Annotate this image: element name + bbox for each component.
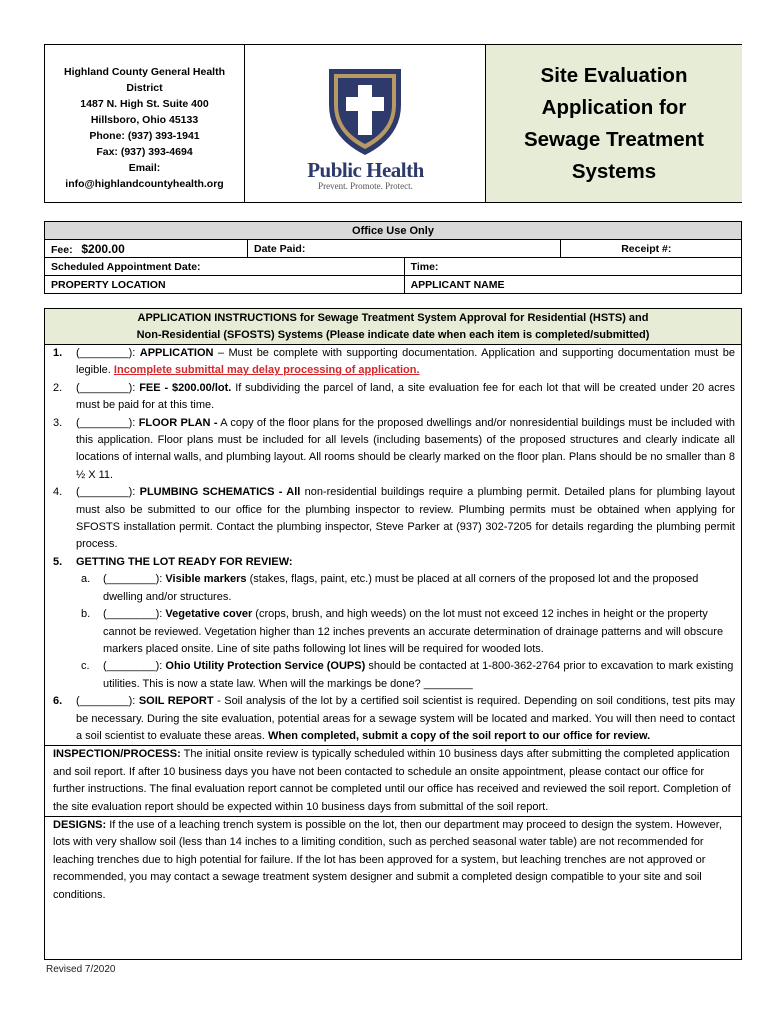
- instructions-section: [44, 308, 742, 960]
- section-title: INSPECTION/PROCESS:: [53, 748, 181, 761]
- title-line-3: Sewage Treatment: [523, 127, 704, 151]
- revision-date: Revised 7/2020: [46, 964, 116, 975]
- logo-tagline: Prevent. Promote. Protect.: [318, 181, 413, 191]
- sub-item-vegetative-cover: [45, 606, 741, 658]
- logo-wordmark: Public Health: [307, 158, 424, 182]
- designs-section: [45, 816, 741, 904]
- sub-item-letter: c.: [81, 660, 90, 673]
- date-blank[interactable]: (________):: [76, 416, 136, 429]
- fee-label: Fee:: [51, 243, 73, 256]
- item-title: FEE - $200.00/lot.: [139, 381, 232, 394]
- org-name-line-2: District: [126, 82, 163, 94]
- document-title: [509, 60, 719, 188]
- fee-cell[interactable]: [45, 240, 248, 258]
- item-title: SOIL REPORT: [138, 695, 214, 708]
- item-number: 4.: [53, 486, 63, 499]
- section-text: The initial onsite review is typically scheduled within 10 business days after submitting the completed application and soil report. If after 10 business days you have not been contacted to schedule an onsite appointment, please contact our office for further instructions. The final evaluation report cannot be completed until our office has received and reviewed the soil report. Completion of the site evaluation report should be expected within 10 business days from submittal of the soil report.: [53, 748, 731, 813]
- fee-value: $200.00: [81, 241, 125, 256]
- item-title: FLOOR PLAN -: [138, 416, 218, 429]
- date-blank[interactable]: (________):: [103, 660, 163, 673]
- item-number: 3.: [53, 416, 63, 429]
- date-blank[interactable]: (________):: [76, 347, 136, 359]
- title-line-4: Systems: [571, 159, 657, 183]
- item-text: If subdividing the parcel of land, a site evaluation fee for each lot that will be created under 20 acres must be paid for at this time.: [76, 381, 735, 412]
- sub-item-visible-markers: [45, 571, 741, 606]
- email-label: Email:: [128, 162, 161, 174]
- appointment-date-field[interactable]: Scheduled Appointment Date:: [45, 258, 405, 276]
- date-blank[interactable]: (________):: [76, 486, 136, 499]
- applicant-name-field[interactable]: APPLICANT NAME: [404, 276, 741, 294]
- item-text: - Soil analysis of the lot by a certified soil scientist is required. Depending on soil conditions, test pits may be necessary. During the site evaluation, potential areas for a sewage system will be located and marked. You will then need to contact a soil scientist to evaluate these areas.: [76, 695, 735, 742]
- fax-number: Fax: (937) 393-4694: [96, 146, 193, 158]
- item-title: GETTING THE LOT READY FOR REVIEW:: [76, 555, 293, 568]
- instruction-item-application: [45, 345, 741, 380]
- item-title: PLUMBING SCHEMATICS - All: [139, 486, 301, 499]
- office-use-heading: Office Use Only: [45, 222, 742, 240]
- item-text: non-residential buildings require a plumbing permit. Detailed plans for plumbing layout must also be submitted to our office for the plumbing inspector to review. Plumbing permits must be obtained when applying for SFOSTS installation permit. Contact the plumbing inspector, Steve Parker at (937) 302-7205 for details regarding the plumbing permit process.: [76, 486, 735, 551]
- section-title: DESIGNS:: [53, 818, 107, 831]
- instructions-heading: [45, 309, 741, 345]
- section-text: If the use of a leaching trench system is possible on the lot, then our department may proceed to design the system. However, lots with very shallow soil (less than 14 inches to a limiting condition, such as perched seasonal water table) are not recommended for leaching trenches due to high potential for failure. If the lot has been approved for a system, but leaching trenches are not approved or recommended, you may contact a sewage treatment system designer and submit a completed design compatible to your site and soil conditions.: [53, 818, 722, 901]
- city-state-zip: Hillsboro, Ohio 45133: [90, 114, 199, 126]
- document-title-panel: [485, 45, 742, 202]
- item-text: (stakes, flags, paint, etc.) must be placed at all corners of the proposed lot and the proposed dwelling and/or structures.: [103, 573, 699, 603]
- item-number: 5.: [53, 555, 63, 568]
- time-field[interactable]: Time:: [404, 258, 741, 276]
- phone-number: Phone: (937) 393-1941: [89, 130, 200, 142]
- item-title: Ohio Utility Protection Service (OUPS): [165, 660, 366, 673]
- item-text: (crops, brush, and high weeds) on the lot must not exceed 12 inches in height or the property cannot be reviewed. Vegetation higher than 12 inches prevents an accurate determination of drainage patterns and will obscure markers placed onsite. Line of site paths following lot lines will be required for wooded lots.: [103, 608, 724, 655]
- instruction-item-fee: [45, 380, 741, 415]
- item-text: – Must be complete with supporting documentation. Application and supporting documentation must be legible.: [76, 347, 735, 377]
- item-number: 2.: [53, 381, 63, 394]
- instruction-item-soil-report: [45, 693, 741, 745]
- document-header: [44, 44, 742, 203]
- instruction-item-floor-plan: [45, 415, 741, 485]
- item-title: Vegetative cover: [165, 608, 253, 621]
- item-title: Visible markers: [165, 573, 247, 586]
- item-text: should be contacted at 1-800-362-2764 prior to excavation to mark existing utilities. This is now a state law. When will the markings be done? ________: [103, 660, 734, 690]
- org-name-line-1: Highland County General Health: [63, 66, 226, 78]
- item-emphasis: When completed, submit a copy of the soil report to our office for review.: [268, 729, 651, 742]
- instructions-heading-line-1: APPLICATION INSTRUCTIONS for Sewage Treatment System Approval for Residential (HSTS) and: [137, 312, 649, 324]
- instruction-item-plumbing: [45, 484, 741, 554]
- sub-item-letter: b.: [81, 608, 91, 621]
- property-location-field[interactable]: PROPERTY LOCATION: [45, 276, 405, 294]
- office-use-table: [44, 221, 742, 294]
- title-line-1: Site Evaluation: [540, 63, 688, 87]
- sub-item-letter: a.: [81, 573, 91, 586]
- street-address: 1487 N. High St. Suite 400: [80, 98, 209, 110]
- date-paid-field[interactable]: Date Paid:: [248, 240, 561, 258]
- email-address: info@highlandcountyhealth.org: [65, 178, 224, 190]
- instructions-heading-line-2: Non-Residential (SFOSTS) Systems (Please indicate date when each item is completed/submitted): [136, 329, 650, 341]
- sub-item-oups: [45, 658, 741, 693]
- public-health-logo: [293, 65, 438, 195]
- receipt-field[interactable]: Receipt #:: [561, 240, 742, 258]
- date-blank[interactable]: (________):: [76, 695, 136, 708]
- item-number: 6.: [53, 695, 63, 708]
- item-number: 1.: [53, 347, 63, 359]
- date-blank[interactable]: (________):: [103, 608, 163, 621]
- item-title: APPLICATION: [139, 347, 214, 359]
- date-blank[interactable]: (________):: [103, 573, 163, 586]
- organization-address: [45, 45, 245, 202]
- title-line-2: Application for: [541, 95, 687, 119]
- incomplete-warning: Incomplete submittal may delay processing of application.: [113, 364, 420, 377]
- item-text: A copy of the floor plans for the proposed dwellings and/or nonresidential buildings must be included with this application. Floor plans must be included for all levels (including basements) of the proposed structures and clearly indicate all locations of internal walls, and plumbing layout. All rooms should be clearly marked on the floor plan. Plans should be no smaller than 8 ½ X 11.: [76, 416, 735, 481]
- inspection-process-section: [45, 745, 741, 816]
- instruction-item-lot-ready: [45, 554, 741, 571]
- date-blank[interactable]: (________):: [76, 381, 136, 394]
